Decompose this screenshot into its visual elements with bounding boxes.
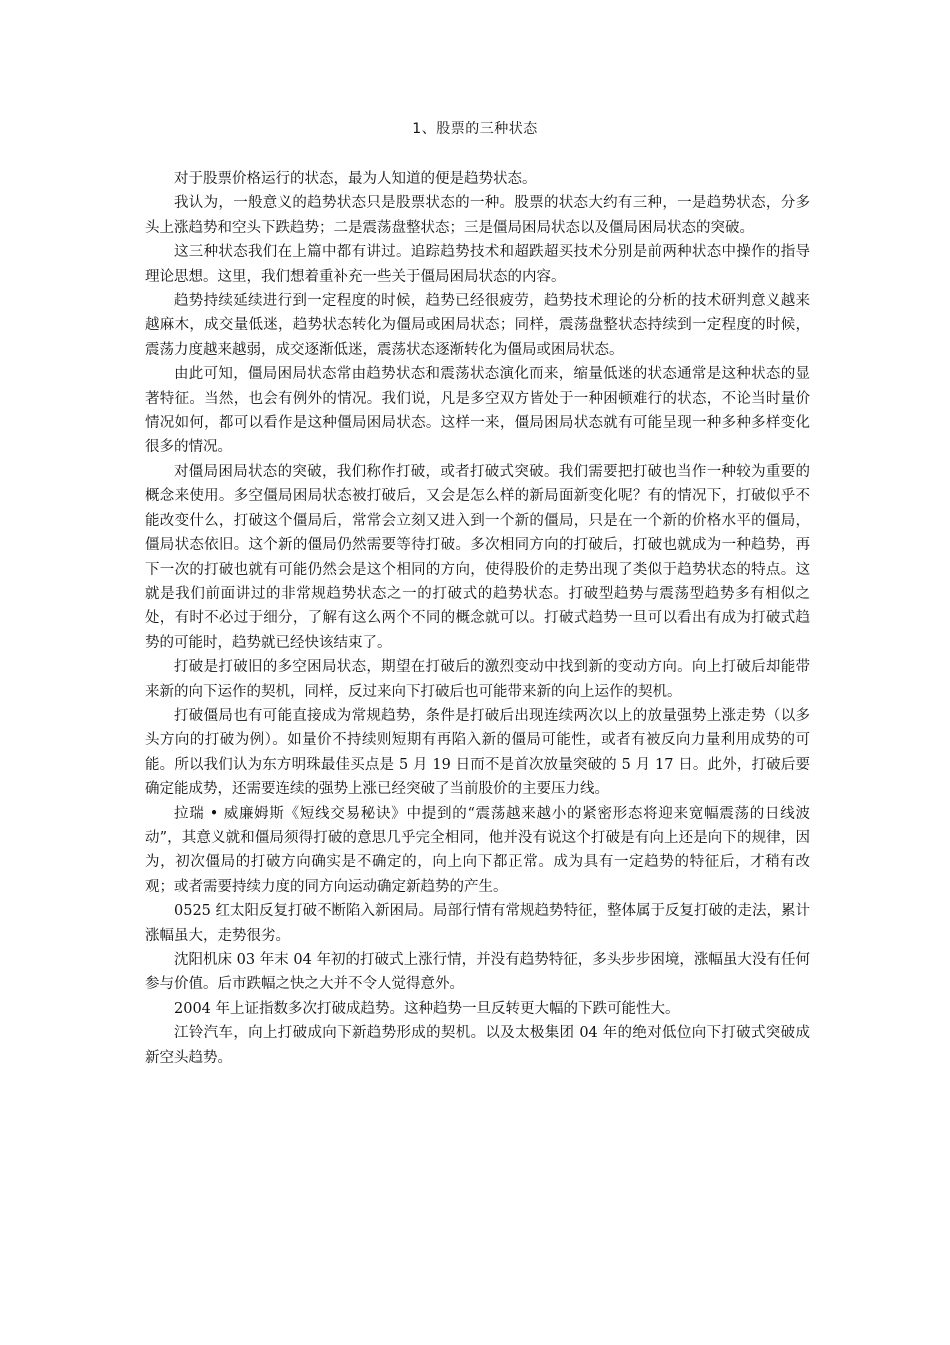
document-title: 1、股票的三种状态 xyxy=(412,121,538,137)
document-body xyxy=(145,167,810,1070)
paragraph: 江铃汽车，向上打破成向下新趋势形成的契机。以及太极集团 04 年的绝对低位向下打破式突破成新空头趋势。 xyxy=(145,1025,810,1066)
paragraph: 沈阳机床 03 年末 04 年初的打破式上涨行情，并没有趋势特征，多头步步困境，涨幅虽大没有任何参与价值。后市跌幅之快之大并不令人觉得意外。 xyxy=(145,952,810,993)
paragraph: 我认为，一般意义的趋势状态只是股票状态的一种。股票的状态大约有三种，一是趋势状态，分多头上涨趋势和空头下跌趋势；二是震荡盘整状态；三是僵局困局状态以及僵局困局状态的突破。 xyxy=(145,195,810,236)
paragraph: 2004 年上证指数多次打破成趋势。这种趋势一旦反转更大幅的下跌可能性大。 xyxy=(174,1000,680,1017)
paragraph: 对于股票价格运行的状态，最为人知道的便是趋势状态。 xyxy=(174,171,537,187)
paragraph: 对僵局困局状态的突破，我们称作打破，或者打破式突破。我们需要把打破也当作一种较为重要的概念来使用。多空僵局困局状态被打破后，又会是怎么样的新局面新变化呢？有的情况下，打破似乎不能改变什么，打破这个僵局后，常常会立刻又进入到一个新的僵局，只是在一个新的价格水平的僵局，僵局状态依旧。这个新的僵局仍然需要等待打破。多次相同方向的打破后，打破也就成为一种趋势，再下一次的打破也就有可能仍然会是这个相同的方向，使得股价的走势出现了类似于趋势状态的特点。这就是我们前面讲过的非常规趋势状态之一的打破式的趋势状态。打破型趋势与震荡型趋势多有相似之处，有时不必过于细分，了解有这么两个不同的概念就可以。打破式趋势一旦可以看出有成为打破式趋势的可能时，趋势就已经快该结束了。 xyxy=(145,463,810,651)
paragraph: 打破是打破旧的多空困局状态，期望在打破后的激烈变动中找到新的变动方向。向上打破后却能带来新的向下运作的契机，同样，反过来向下打破后也可能带来新的向上运作的契机。 xyxy=(145,659,810,700)
paragraph: 打破僵局也有可能直接成为常规趋势，条件是打破后出现连续两次以上的放量强势上涨走势（以多头方向的打破为例）。如量价不持续则短期有再陷入新的僵局可能性，或者有被反向力量利用成势的可能。所以我们认为东方明珠最佳买点是 5 月 19 日而不是首次放量突破的 5 月 17 日。此外，打破后要确定能成势，还需要连续的强势上涨已经突破了当前股价的主要压力线。 xyxy=(145,707,810,798)
paragraph: 0525 红太阳反复打破不断陷入新困局。局部行情有常规趋势特征，整体属于反复打破的走法，累计涨幅虽大，走势很劣。 xyxy=(145,903,811,944)
paragraph: 这三种状态我们在上篇中都有讲过。追踪趋势技术和超跌超买技术分别是前两种状态中操作的指导理论思想。这里，我们想着重补充一些关于僵局困局状态的内容。 xyxy=(145,244,810,285)
paragraph: 拉瑞 • 威廉姆斯《短线交易秘诀》中提到的“震荡越来越小的紧密形态将迎来宽幅震荡的日线波动”，其意义就和僵局须得打破的意思几乎完全相同，他并没有说这个打破是有向上还是向下的规律，因为，初次僵局的打破方向确实是不确定的，向上向下都正常。成为具有一定趋势的特征后，才稍有改观；或者需要持续力度的同方向运动确定新趋势的产生。 xyxy=(145,805,810,895)
paragraph: 趋势持续延续进行到一定程度的时候，趋势已经很疲劳，趋势技术理论的分析的技术研判意义越来越麻木，成交量低迷，趋势状态转化为僵局或困局状态；同样，震荡盘整状态持续到一定程度的时候，震荡力度越来越弱，成交逐渐低迷，震荡状态逐渐转化为僵局或困局状态。 xyxy=(145,293,810,358)
paragraph: 由此可知，僵局困局状态常由趋势状态和震荡状态演化而来，缩量低迷的状态通常是这种状态的显著特征。当然，也会有例外的情况。我们说，凡是多空双方皆处于一种困顿难行的状态，不论当时量价情况如何，都可以看作是这种僵局困局状态。这样一来，僵局困局状态就有可能呈现一种多种多样变化很多的情况。 xyxy=(145,366,810,456)
